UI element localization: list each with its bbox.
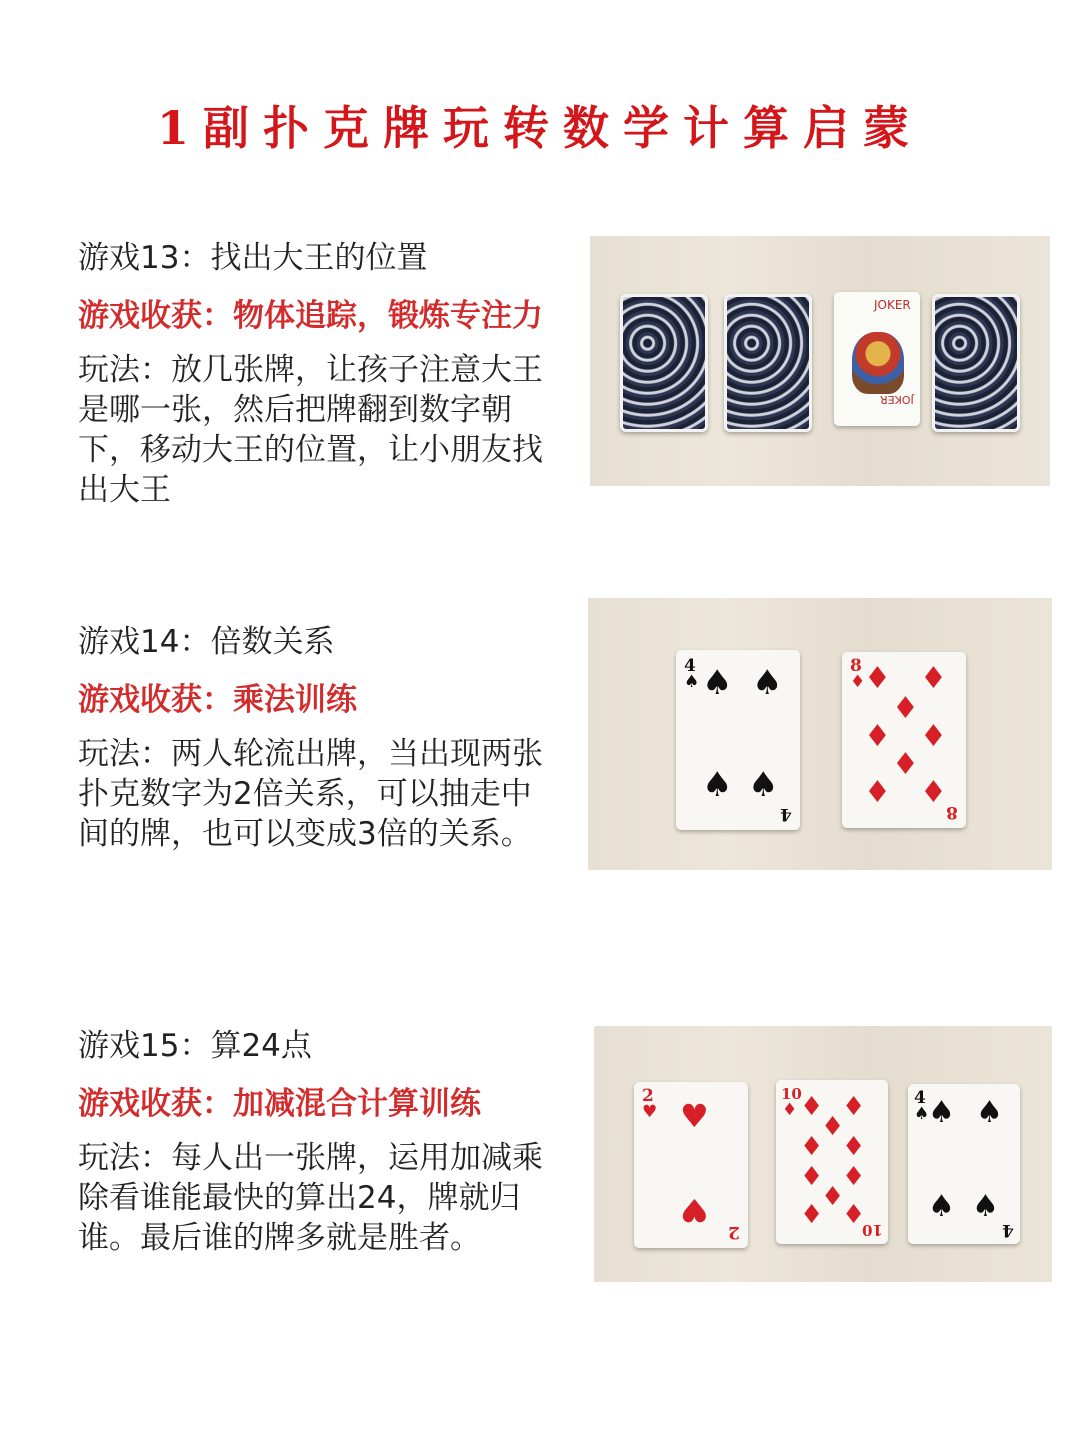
diamond-icon: ♦: [800, 1162, 824, 1192]
photo-find-joker: [590, 236, 1050, 486]
spade-icon: ♠: [972, 1189, 999, 1224]
diamond-icon: ♦: [842, 1132, 866, 1162]
section-game-15: [78, 1026, 578, 1258]
card-suit: ♦: [782, 1100, 798, 1120]
spade-icon: ♠: [976, 1095, 1003, 1130]
card-rank: 8: [850, 656, 862, 676]
diamond-icon: ♦: [800, 1092, 824, 1122]
card-rank: 4: [684, 656, 696, 676]
card-10-diamonds: [776, 1080, 888, 1244]
spade-icon: ♠: [748, 765, 779, 805]
section-game-14: [78, 622, 578, 854]
spade-icon: ♠: [702, 663, 733, 703]
card-8-diamonds: [842, 652, 966, 828]
joker-artwork: [852, 332, 904, 394]
card-rank-bottom: 2: [728, 1222, 740, 1242]
section-heading: 游戏15：算24点: [78, 1028, 312, 1064]
joker-label-top: JOKER: [874, 298, 911, 312]
diamond-icon: ♦: [842, 1092, 866, 1122]
diamond-icon: ♦: [892, 747, 919, 782]
diamond-icon: ♦: [800, 1132, 824, 1162]
page-title: 1副扑克牌玩转数学计算启蒙: [156, 101, 923, 155]
card-suit: ♠: [914, 1104, 930, 1124]
diamond-icon: ♦: [821, 1182, 845, 1212]
section-body: 玩法：放几张牌，让孩子注意大王是哪一张，然后把牌翻到数字朝下，移动大王的位置，让小朋友找出大王: [78, 352, 543, 508]
diamond-icon: ♦: [842, 1162, 866, 1192]
card-back: [724, 294, 812, 432]
section-gain: 游戏收获：物体追踪，锻炼专注力: [78, 298, 543, 334]
card-rank: 4: [914, 1088, 926, 1108]
diamond-icon: ♦: [864, 775, 891, 810]
diamond-icon: ♦: [864, 719, 891, 754]
section-body: 玩法：每人出一张牌，运用加减乘除看谁能最快的算出24，牌就归谁。最后谁的牌多就是胜者。: [78, 1140, 543, 1256]
section-body: 玩法：两人轮流出牌，当出现两张扑克数字为2倍关系，可以抽走中间的牌，也可以变成3倍的关系。: [78, 736, 543, 852]
section-gain: 游戏收获：加减混合计算训练: [78, 1086, 481, 1122]
diamond-icon: ♦: [821, 1112, 845, 1142]
diamond-icon: ♦: [920, 661, 947, 696]
joker-card: [834, 292, 920, 426]
card-4-spades: [676, 650, 800, 830]
diamond-icon: ♦: [892, 691, 919, 726]
card-2-hearts: [634, 1082, 748, 1248]
photo-24-points: [594, 1026, 1052, 1282]
spade-icon: ♠: [928, 1189, 955, 1224]
card-rank-bottom: 4: [780, 804, 792, 824]
card-suit: ♥: [642, 1102, 658, 1122]
diamond-icon: ♦: [920, 719, 947, 754]
card-suit: ♦: [850, 672, 866, 692]
card-rank-bottom: 8: [946, 802, 958, 822]
section-heading: 游戏13：找出大王的位置: [78, 240, 428, 276]
section-heading: 游戏14：倍数关系: [78, 624, 335, 660]
diamond-icon: ♦: [800, 1200, 824, 1230]
section-game-13: [78, 238, 578, 510]
card-4-spades: [908, 1084, 1020, 1244]
diamond-icon: ♦: [842, 1200, 866, 1230]
joker-label-bottom: JOKER: [880, 393, 914, 406]
spade-icon: ♠: [752, 663, 783, 703]
card-back: [932, 294, 1020, 432]
card-back: [620, 294, 708, 432]
card-rank-bottom: 4: [1002, 1220, 1014, 1240]
spade-icon: ♠: [928, 1095, 955, 1130]
section-gain: 游戏收获：乘法训练: [78, 682, 357, 718]
heart-icon: ♥: [680, 1191, 709, 1229]
card-suit: ♠: [684, 672, 700, 692]
diamond-icon: ♦: [920, 775, 947, 810]
diamond-icon: ♦: [864, 661, 891, 696]
card-rank: 2: [642, 1086, 654, 1106]
heart-icon: ♥: [680, 1097, 709, 1135]
card-rank: 10: [781, 1085, 802, 1103]
spade-icon: ♠: [702, 765, 733, 805]
card-rank-bottom: 10: [862, 1221, 883, 1239]
photo-multiple-relation: [588, 598, 1052, 870]
